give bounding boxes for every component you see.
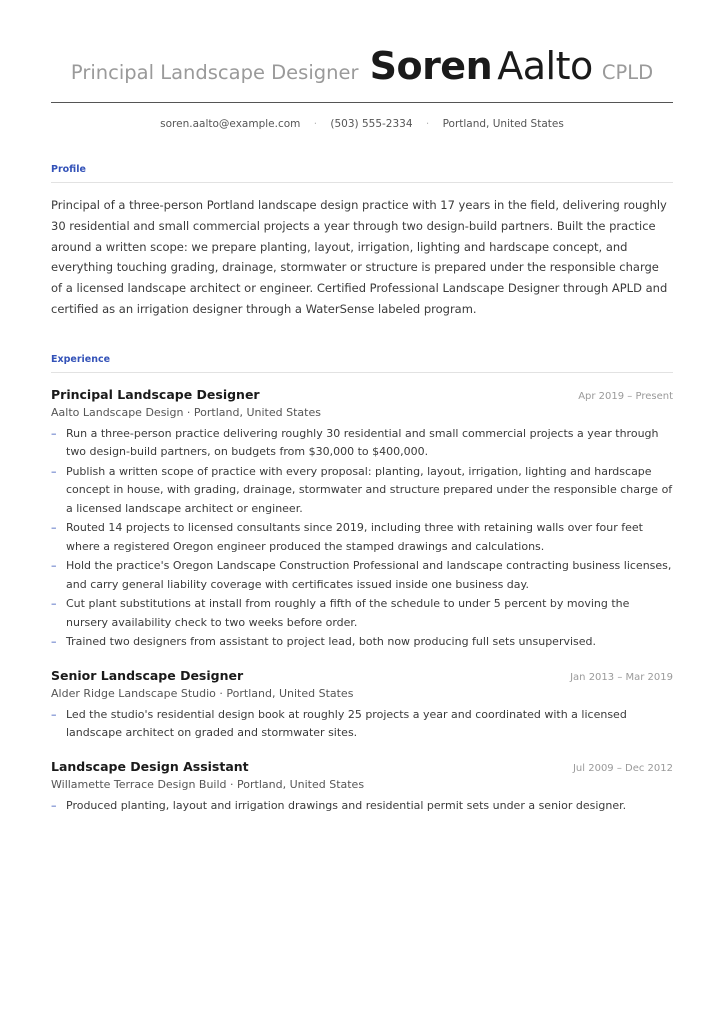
job-bullet bbox=[51, 557, 673, 594]
job-bullet-text: Hold the practice's Oregon Landscape Construction Professional and landscape contracting business licenses, and carry general liability coverage with certificates issued inside one business day. bbox=[66, 559, 672, 591]
experience-list bbox=[51, 387, 673, 816]
job-bullet bbox=[51, 595, 673, 632]
bullet-dash-icon: – bbox=[51, 521, 57, 535]
job-title: Principal Landscape Designer bbox=[51, 386, 260, 402]
bullet-dash-icon: – bbox=[51, 635, 57, 649]
job-title: Landscape Design Assistant bbox=[51, 758, 249, 774]
bullet-dash-icon: – bbox=[51, 559, 57, 573]
job-bullet-text: Publish a written scope of practice with every proposal: planting, layout, irrigation, lighting and hardscape concept in house, with grading, drainage, stormwater and structure prepared under the responsible charge of a licensed landscape architect or engineer. bbox=[66, 464, 673, 515]
bullet-dash-icon: – bbox=[51, 464, 57, 478]
experience-entry bbox=[51, 387, 673, 652]
contact-location: Portland, United States bbox=[442, 118, 564, 130]
job-bullet bbox=[51, 633, 673, 652]
job-bullet-text: Routed 14 projects to licensed consultants since 2019, including three with retaining walls over four feet where a registered Oregon engineer produced the stamped drawings and calculations. bbox=[66, 521, 643, 553]
experience-entry-header bbox=[51, 387, 673, 402]
job-dates: Apr 2019 – Present bbox=[578, 390, 673, 402]
job-bullet bbox=[51, 463, 673, 519]
profile-summary: Principal of a three-person Portland landscape design practice with 17 years in the field, delivering roughly 30 residential and small commercial projects a year through two design-build partners. Built the practice around a written scope: we prepare planting, layout, irrigation, lighting and hardscape concept, and everything touching grading, drainage, stormwater or structure is prepared under the responsible charge of a licensed landscape architect or engineer. Certified Professional Landscape Designer through APLD and certified as an irrigation designer through a WaterSense labeled program. bbox=[51, 198, 668, 316]
job-bullet bbox=[51, 519, 673, 556]
experience-entry bbox=[51, 668, 673, 743]
job-bullet-text: Led the studio's residential design book at roughly 25 projects a year and coordinated with a licensed landscape architect on graded and stormwater sites. bbox=[66, 707, 627, 740]
job-dates: Jul 2009 – Dec 2012 bbox=[572, 762, 673, 774]
contact-separator: · bbox=[313, 118, 318, 130]
job-bullet-text: Run a three-person practice delivering roughly 30 residential and small commercial projects a year through two design-build partners, on budgets from $30,000 to $400,000. bbox=[66, 426, 659, 459]
header-prefix-title: Principal Landscape Designer bbox=[70, 61, 359, 84]
job-organization: Willamette Terrace Design Build · Portland, United States bbox=[51, 777, 365, 791]
job-organization: Alder Ridge Landscape Studio · Portland, United States bbox=[51, 686, 354, 700]
experience-section-title: Experience bbox=[51, 354, 673, 373]
job-dates: Jan 2013 – Mar 2019 bbox=[570, 671, 673, 683]
job-bullet bbox=[51, 797, 673, 816]
bullet-dash-icon: – bbox=[51, 597, 57, 611]
experience-entry bbox=[51, 759, 673, 816]
job-bullet-text: Cut plant substitutions at install from roughly a fifth of the schedule to under 5 percent by moving the nursery availability check to two weeks before order. bbox=[66, 597, 630, 629]
job-bullet-list bbox=[51, 425, 673, 652]
job-bullet bbox=[51, 425, 673, 462]
experience-entry-header bbox=[51, 759, 673, 774]
header-first-name: Soren bbox=[369, 44, 493, 88]
bullet-dash-icon: – bbox=[51, 426, 57, 440]
job-bullet-text: Produced planting, layout and irrigation drawings and residential permit sets under a senior designer. bbox=[66, 798, 627, 812]
job-bullet-text: Trained two designers from assistant to project lead, both now producing full sets unsupervised. bbox=[66, 635, 597, 649]
header-credential-suffix: CPLD bbox=[601, 61, 654, 84]
header-last-name: Aalto bbox=[497, 44, 593, 88]
job-bullet-list bbox=[51, 797, 673, 816]
job-organization: Aalto Landscape Design · Portland, United States bbox=[51, 405, 321, 419]
job-bullet bbox=[51, 706, 673, 743]
profile-section-title: Profile bbox=[51, 164, 673, 183]
job-bullet-list bbox=[51, 706, 673, 743]
bullet-dash-icon: – bbox=[51, 798, 57, 812]
contact-separator: · bbox=[425, 118, 430, 130]
contact-email[interactable]: soren.aalto@example.com bbox=[160, 118, 301, 130]
header-divider bbox=[51, 102, 673, 103]
job-title: Senior Landscape Designer bbox=[51, 667, 244, 683]
resume-header bbox=[51, 0, 673, 88]
contact-phone[interactable]: (503) 555-2334 bbox=[330, 118, 413, 130]
contact-line bbox=[51, 118, 673, 130]
experience-entry-header bbox=[51, 668, 673, 683]
bullet-dash-icon: – bbox=[51, 707, 57, 721]
